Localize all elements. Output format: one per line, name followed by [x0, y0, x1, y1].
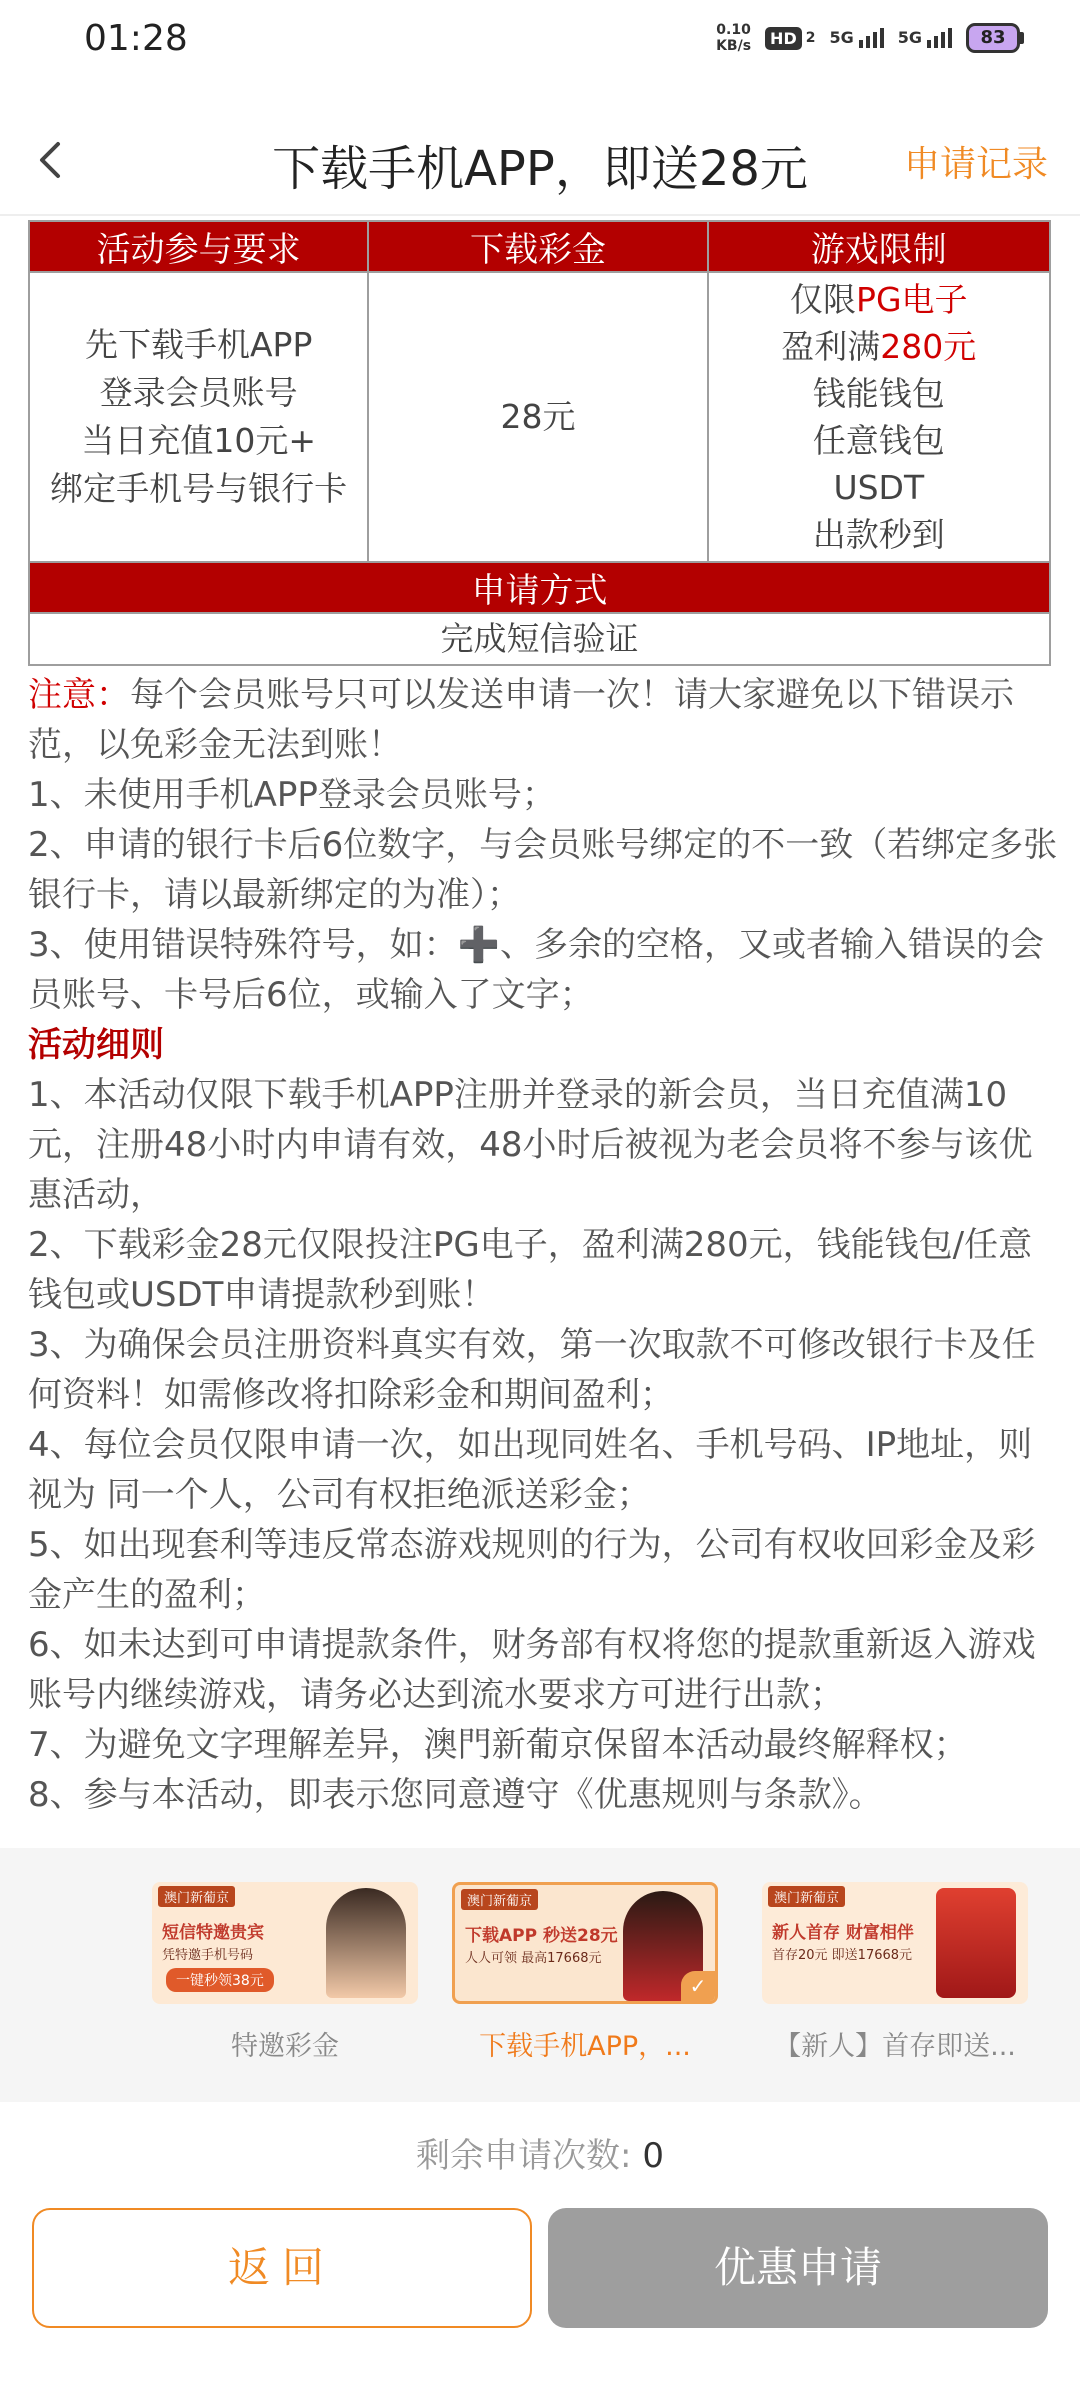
game-limit-cell: 仅限PG电子 盈利满280元 钱能钱包 任意钱包 USDT 出款秒到 — [708, 272, 1050, 562]
rule-item: 6、如未达到可申请提款条件，财务部有权将您的提款重新返入游戏账号内继续游戏，请务必达到流水要求方可进行出款； — [28, 1625, 1036, 1715]
divider — [0, 214, 1080, 216]
hd-icon: HD — [765, 27, 802, 50]
signal-icon-2: 5G — [898, 28, 952, 48]
requirements-cell: 先下载手机APP 登录会员账号 当日充值10元+ 绑定手机号与银行卡 — [29, 272, 368, 562]
promo-caption: 特邀彩金 — [231, 2031, 339, 2062]
rule-item: 8、参与本活动，即表示您同意遵守《优惠规则与条款》。 — [28, 1775, 883, 1815]
signal-icon: 5G — [829, 28, 883, 48]
promo-carousel — [0, 1848, 1080, 2102]
apply-button[interactable]: 优惠申请 — [548, 2208, 1048, 2328]
rule-item: 3、为确保会员注册资料真实有效，第一次取款不可修改银行卡及任何资料！如需修改将扣除彩金和期间盈利； — [28, 1325, 1036, 1415]
promo-item-invite[interactable] — [152, 1882, 418, 2063]
table-header-requirements: 活动参与要求 — [29, 221, 368, 272]
check-icon: ✓ — [681, 1971, 715, 2001]
apply-method-cell: 完成短信验证 — [29, 613, 1050, 665]
status-time: 01:28 — [84, 18, 188, 59]
rule-item: 4、每位会员仅限申请一次，如出现同姓名、手机号码、IP地址，则视为 同一个人，公司有权拒绝派送彩金； — [28, 1425, 1033, 1515]
rule-item: 2、下载彩金28元仅限投注PG电子，盈利满280元，钱能钱包/任意钱包或USDT申请提款秒到账！ — [28, 1225, 1033, 1315]
notes-section — [28, 670, 1058, 1820]
promo-banner[interactable]: 澳门新葡京 下载APP 秒送28元 人人可领 最高17668元 ✓ — [452, 1882, 718, 2004]
person-image — [326, 1888, 406, 1998]
list-item: 1、未使用手机APP登录会员账号； — [28, 775, 556, 815]
apply-record-link[interactable]: 申请记录 — [903, 144, 1048, 185]
bonus-cell: 28元 — [368, 272, 707, 562]
rule-item: 5、如出现套利等违反常态游戏规则的行为，公司有权收回彩金及彩金产生的盈利； — [28, 1525, 1036, 1615]
promo-banner[interactable]: 澳门新葡京 短信特邀贵宾 凭特邀手机号码 一键秒领38元 — [152, 1882, 418, 2004]
table-header-apply-method: 申请方式 — [29, 562, 1050, 613]
remaining-count: 剩余申请次数: 0 — [416, 2136, 664, 2176]
status-icons — [716, 22, 1024, 54]
promo-item-download[interactable] — [452, 1882, 718, 2063]
table-header-bonus: 下载彩金 — [368, 221, 707, 272]
promo-item-first-deposit[interactable] — [762, 1882, 1028, 2063]
battery-level: 83 — [966, 23, 1020, 53]
status-bar — [0, 0, 1080, 86]
promo-caption: 【新人】首存即送... — [774, 2031, 1016, 2062]
hd-sub: 2 — [805, 30, 816, 46]
net-speed: 0.10 KB/s — [716, 22, 752, 54]
promo-banner[interactable]: 澳门新葡京 新人首存 财富相伴 首存20元 即送17668元 — [762, 1882, 1028, 2004]
list-item: 2、申请的银行卡后6位数字，与会员账号绑定的不一致（若绑定多张银行卡，请以最新绑定的为准）； — [28, 825, 1058, 915]
rules-title: 活动细则 — [28, 1025, 164, 1065]
battery-icon — [966, 23, 1024, 53]
promo-caption: 下载手机APP，... — [479, 2031, 691, 2062]
requirements-table — [28, 220, 1051, 666]
rule-item: 1、本活动仅限下载手机APP注册并登录的新会员，当日充值满10元，注册48小时内申请有效，48小时后被视为老会员将不参与该优惠活动， — [28, 1075, 1033, 1215]
safe-box-image — [936, 1888, 1016, 1998]
list-item: 3、使用错误特殊符号，如：➕、多余的空格，又或者输入错误的会员账号、卡号后6位，或输入了文字； — [28, 925, 1044, 1015]
back-button[interactable]: 返回 — [32, 2208, 532, 2328]
rule-item: 7、为避免文字理解差异，澳門新葡京保留本活动最终解释权； — [28, 1725, 968, 1765]
page-header — [0, 110, 1080, 210]
table-header-game-limit: 游戏限制 — [708, 221, 1050, 272]
notice: 注意：每个会员账号只可以发送申请一次！请大家避免以下错误示范，以免彩金无法到账！ — [28, 675, 1014, 765]
page-title: 下载手机APP，即送28元 — [272, 141, 808, 197]
